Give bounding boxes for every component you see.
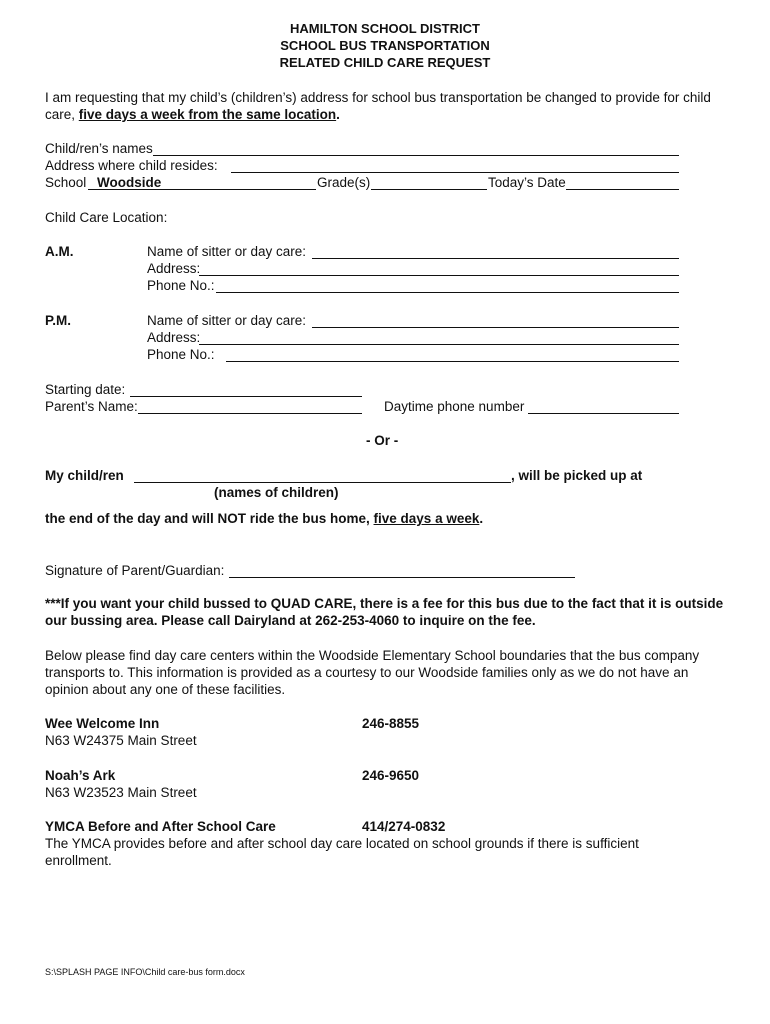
pm-label: P.M. [45,313,72,328]
school-value: Woodside [97,175,162,190]
provider-phone: 414/274-0832 [362,819,446,834]
pickup-suffix: , will be picked up at [511,468,643,483]
school-label: School [45,175,87,190]
names-of-children-note: (names of children) [214,485,339,500]
form-title-line2: SCHOOL BUS TRANSPORTATION [280,38,490,53]
or-divider: - Or - [366,433,399,448]
form-title-line3: RELATED CHILD CARE REQUEST [279,55,491,70]
am-address-field[interactable] [199,275,679,276]
am-sitter-label: Name of sitter or day care: [147,244,307,259]
pickup-line2-emphasis: five days a week [373,511,480,526]
daycare-intro-text: Below please find day care centers within the Woodside Elementary School boundaries that the bus company transports to. This information is provided as a courtesy to our Woodside families only as we do not have an opinion about any one of these facilities. [45,648,700,697]
parent-name-label: Parent’s Name: [45,399,138,414]
provider-description: The YMCA provides before and after school day care located on school grounds if there is sufficient enrollment. [45,836,639,868]
provider-phone: 246-8855 [362,716,420,731]
intro-emphasis: five days a week from the same location [78,107,337,122]
pm-phone-label: Phone No.: [147,347,215,362]
pm-sitter-field[interactable] [312,327,679,328]
pickup-line2 [45,510,483,527]
pm-phone-field[interactable] [226,361,679,362]
address-label: Address where child resides: [45,158,218,173]
today-date-label: Today’s Date [488,175,566,190]
pickup-line2-text: the end of the day and will NOT ride the bus home, [45,511,374,526]
am-sitter-field[interactable] [312,258,679,259]
district-title: HAMILTON SCHOOL DISTRICT [290,21,480,36]
pickup-prefix: My child/ren [45,468,124,483]
children-names-label: Child/ren’s names [45,141,153,156]
am-label: A.M. [45,244,74,259]
starting-date-label: Starting date: [45,382,126,397]
parent-name-field[interactable] [138,413,362,414]
am-phone-field[interactable] [216,292,679,293]
intro-paragraph [45,89,725,123]
starting-date-field[interactable] [130,396,362,397]
signature-field[interactable] [229,577,575,578]
today-date-field[interactable] [566,189,679,190]
pm-sitter-label: Name of sitter or day care: [147,313,307,328]
am-address-label: Address: [147,261,201,276]
intro-text: I am requesting that my child’s (children’s) address for school bus transportation be changed to provide for child care, [45,90,711,122]
daytime-phone-field[interactable] [528,413,679,414]
footer-file-path: S:\SPLASH PAGE INFO\Child care-bus form.docx [45,967,245,977]
child-care-location-label: Child Care Location: [45,210,168,225]
pickup-line2-period: . [479,511,484,526]
children-names-field[interactable] [153,155,679,156]
provider-name: Wee Welcome Inn [45,716,160,731]
provider-address: N63 W23523 Main Street [45,785,197,800]
grade-label: Grade(s) [317,175,371,190]
pickup-children-field[interactable] [134,482,511,483]
grade-field[interactable] [371,189,487,190]
provider-address: N63 W24375 Main Street [45,733,197,748]
quad-care-notice: ***If you want your child bussed to QUAD CARE, there is a fee for this bus due to the fact that it is outside our bussing area. Please call Dairyland at 262-253-4060 to inquire on the fee. [45,596,724,628]
signature-label: Signature of Parent/Guardian: [45,563,225,578]
address-field[interactable] [231,172,679,173]
daytime-phone-label: Daytime phone number [384,399,525,414]
provider-phone: 246-9650 [362,768,420,783]
intro-period: . [336,107,340,122]
provider-name: Noah’s Ark [45,768,116,783]
am-phone-label: Phone No.: [147,278,215,293]
pm-address-field[interactable] [199,344,679,345]
provider-name: YMCA Before and After School Care [45,819,276,834]
pm-address-label: Address: [147,330,201,345]
